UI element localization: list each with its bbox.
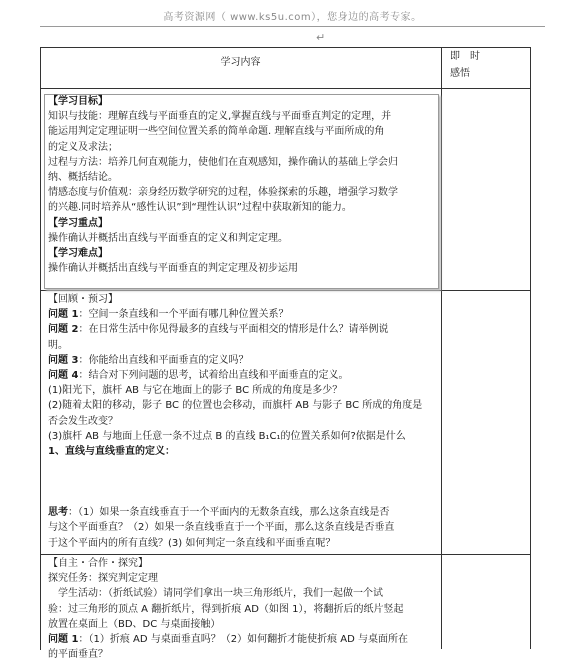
header-site-line: 高考资源网（ www.ks5u.com），您身边的高考专家。 (163, 12, 422, 23)
goals-line: 过程与方法：培养几何直观能力，使他们在直观感知，操作确认的基础上学会归 (48, 156, 398, 168)
sub-question-2: (2)随着太阳的移动，影子 BC 的位置也会移动，而旗杆 AB 与影子 BC 所成的角度是 (48, 400, 423, 412)
difficulty-text: 操作确认并概括出直线与平面垂直的判定定理及初步运用 (48, 263, 298, 275)
think-text-continued: 于这个平面内的所有直线？(3) 如何判定一条直线和平面垂直呢？ (48, 537, 336, 549)
think-label: 思考 (48, 507, 68, 519)
goals-line: 情感态度与价值观：亲身经历数学研究的过程，体验探索的乐趣，增强学习数学 (48, 187, 398, 199)
question-text: ：（1）折痕 AD 与桌面垂直吗？（2）如何翻折才能使折痕 AD 与桌面所在 (78, 634, 408, 646)
goals-line: 纳、概括结论。 (48, 172, 118, 184)
review-heading: 【回顾・预习】 (48, 294, 118, 305)
page-header (40, 0, 545, 27)
think-question (48, 505, 438, 520)
explore-activity: 学生活动：（折纸试验）请同学们拿出一块三角形纸片，我们一起做一个试 (48, 588, 383, 600)
question-text: ：你能给出直线和平面垂直的定义吗？ (78, 354, 249, 366)
review-question-4 (48, 368, 438, 383)
row-divider (40, 88, 531, 89)
column-divider (441, 47, 442, 649)
explore-heading: 【自主・合作・探究】 (48, 558, 148, 569)
goals-line: 知识与技能：理解直线与平面垂直的定义,掌握直线与平面垂直判定的定理，并 (48, 111, 392, 123)
question-label: 问题 2 (48, 324, 79, 336)
reflection-title-line-1: 即 时 (450, 51, 480, 62)
review-question-1 (48, 307, 438, 322)
question-label: 问题 4 (48, 370, 79, 382)
question-text-continued: 明。 (48, 339, 68, 351)
question-text: ：空间一条直线和一个平面有哪几种位置关系？ (78, 309, 289, 321)
key-points-heading: 【学习重点】 (48, 217, 108, 229)
question-text: ：结合对下列问题的思考，试着给出直线和平面垂直的定义。 (78, 370, 349, 382)
reflection-title-line-2: 感悟 (450, 68, 470, 79)
question-text-continued: 的平面垂直？ (48, 649, 108, 661)
content-column-title: 学习内容 (220, 57, 261, 68)
definition-label: 1、直线与直线垂直的定义： (48, 446, 175, 458)
difficulty-heading: 【学习难点】 (48, 248, 108, 260)
think-text-continued: 与这个平面垂直？（2）如果一条直线垂直于一个平面，那么这条直线是否垂直 (48, 522, 395, 534)
review-question-2 (48, 322, 438, 337)
paragraph-mark: ↵ (316, 31, 326, 44)
question-text: ：在日常生活中你见得最多的直线与平面相交的情形是什么？请举例说 (78, 324, 389, 336)
reflection-column-title (442, 48, 530, 82)
review-section (48, 292, 438, 551)
table-right-border (530, 47, 531, 649)
explore-task: 探究任务：探究判定定理 (48, 573, 158, 585)
sub-question-2-continued: 否会发生改变？ (48, 415, 118, 427)
learning-goals-section (48, 94, 436, 276)
row-divider (40, 554, 531, 555)
think-text: ：（1）如果一条直线垂直于一个平面内的无数条直线，那么这条直线是否 (68, 507, 390, 519)
question-label: 问题 1 (48, 634, 79, 646)
sub-question-1: (1)阳光下，旗杆 AB 与它在地面上的影子 BC 所成的角度是多少？ (48, 385, 343, 397)
row-divider (40, 290, 531, 291)
goals-line: 的定义及求法； (48, 141, 118, 153)
explore-activity-continued: 验：过三角形的顶点 A 翻折纸片，得到折痕 AD（如图 1），将翻折后的纸片竖起 (48, 603, 404, 615)
sub-question-3: (3)旗杆 AB 与地面上任意一条不过点 B 的直线 B₁C₁的位置关系如何?依据是什么 (48, 430, 406, 442)
goals-line: 能运用判定定理证明一些空间位置关系的简单命题. 理解直线与平面所成的角 (48, 126, 385, 138)
goals-line: 的兴趣.同时培养从“感性认识”到“理性认识”过程中获取新知的能力。 (48, 202, 352, 214)
goals-heading: 【学习目标】 (48, 96, 108, 107)
review-question-3 (48, 353, 438, 368)
question-label: 问题 3 (48, 354, 79, 366)
question-label: 问题 1 (48, 309, 79, 321)
explore-section (48, 556, 438, 662)
explore-activity-continued: 放置在桌面上（BD、DC 与桌面接触） (48, 618, 221, 630)
explore-question-1 (48, 632, 438, 647)
key-points-text: 操作确认并概括出直线与平面垂直的定义和判定定理。 (48, 232, 288, 244)
blank-answer-space (48, 459, 438, 505)
